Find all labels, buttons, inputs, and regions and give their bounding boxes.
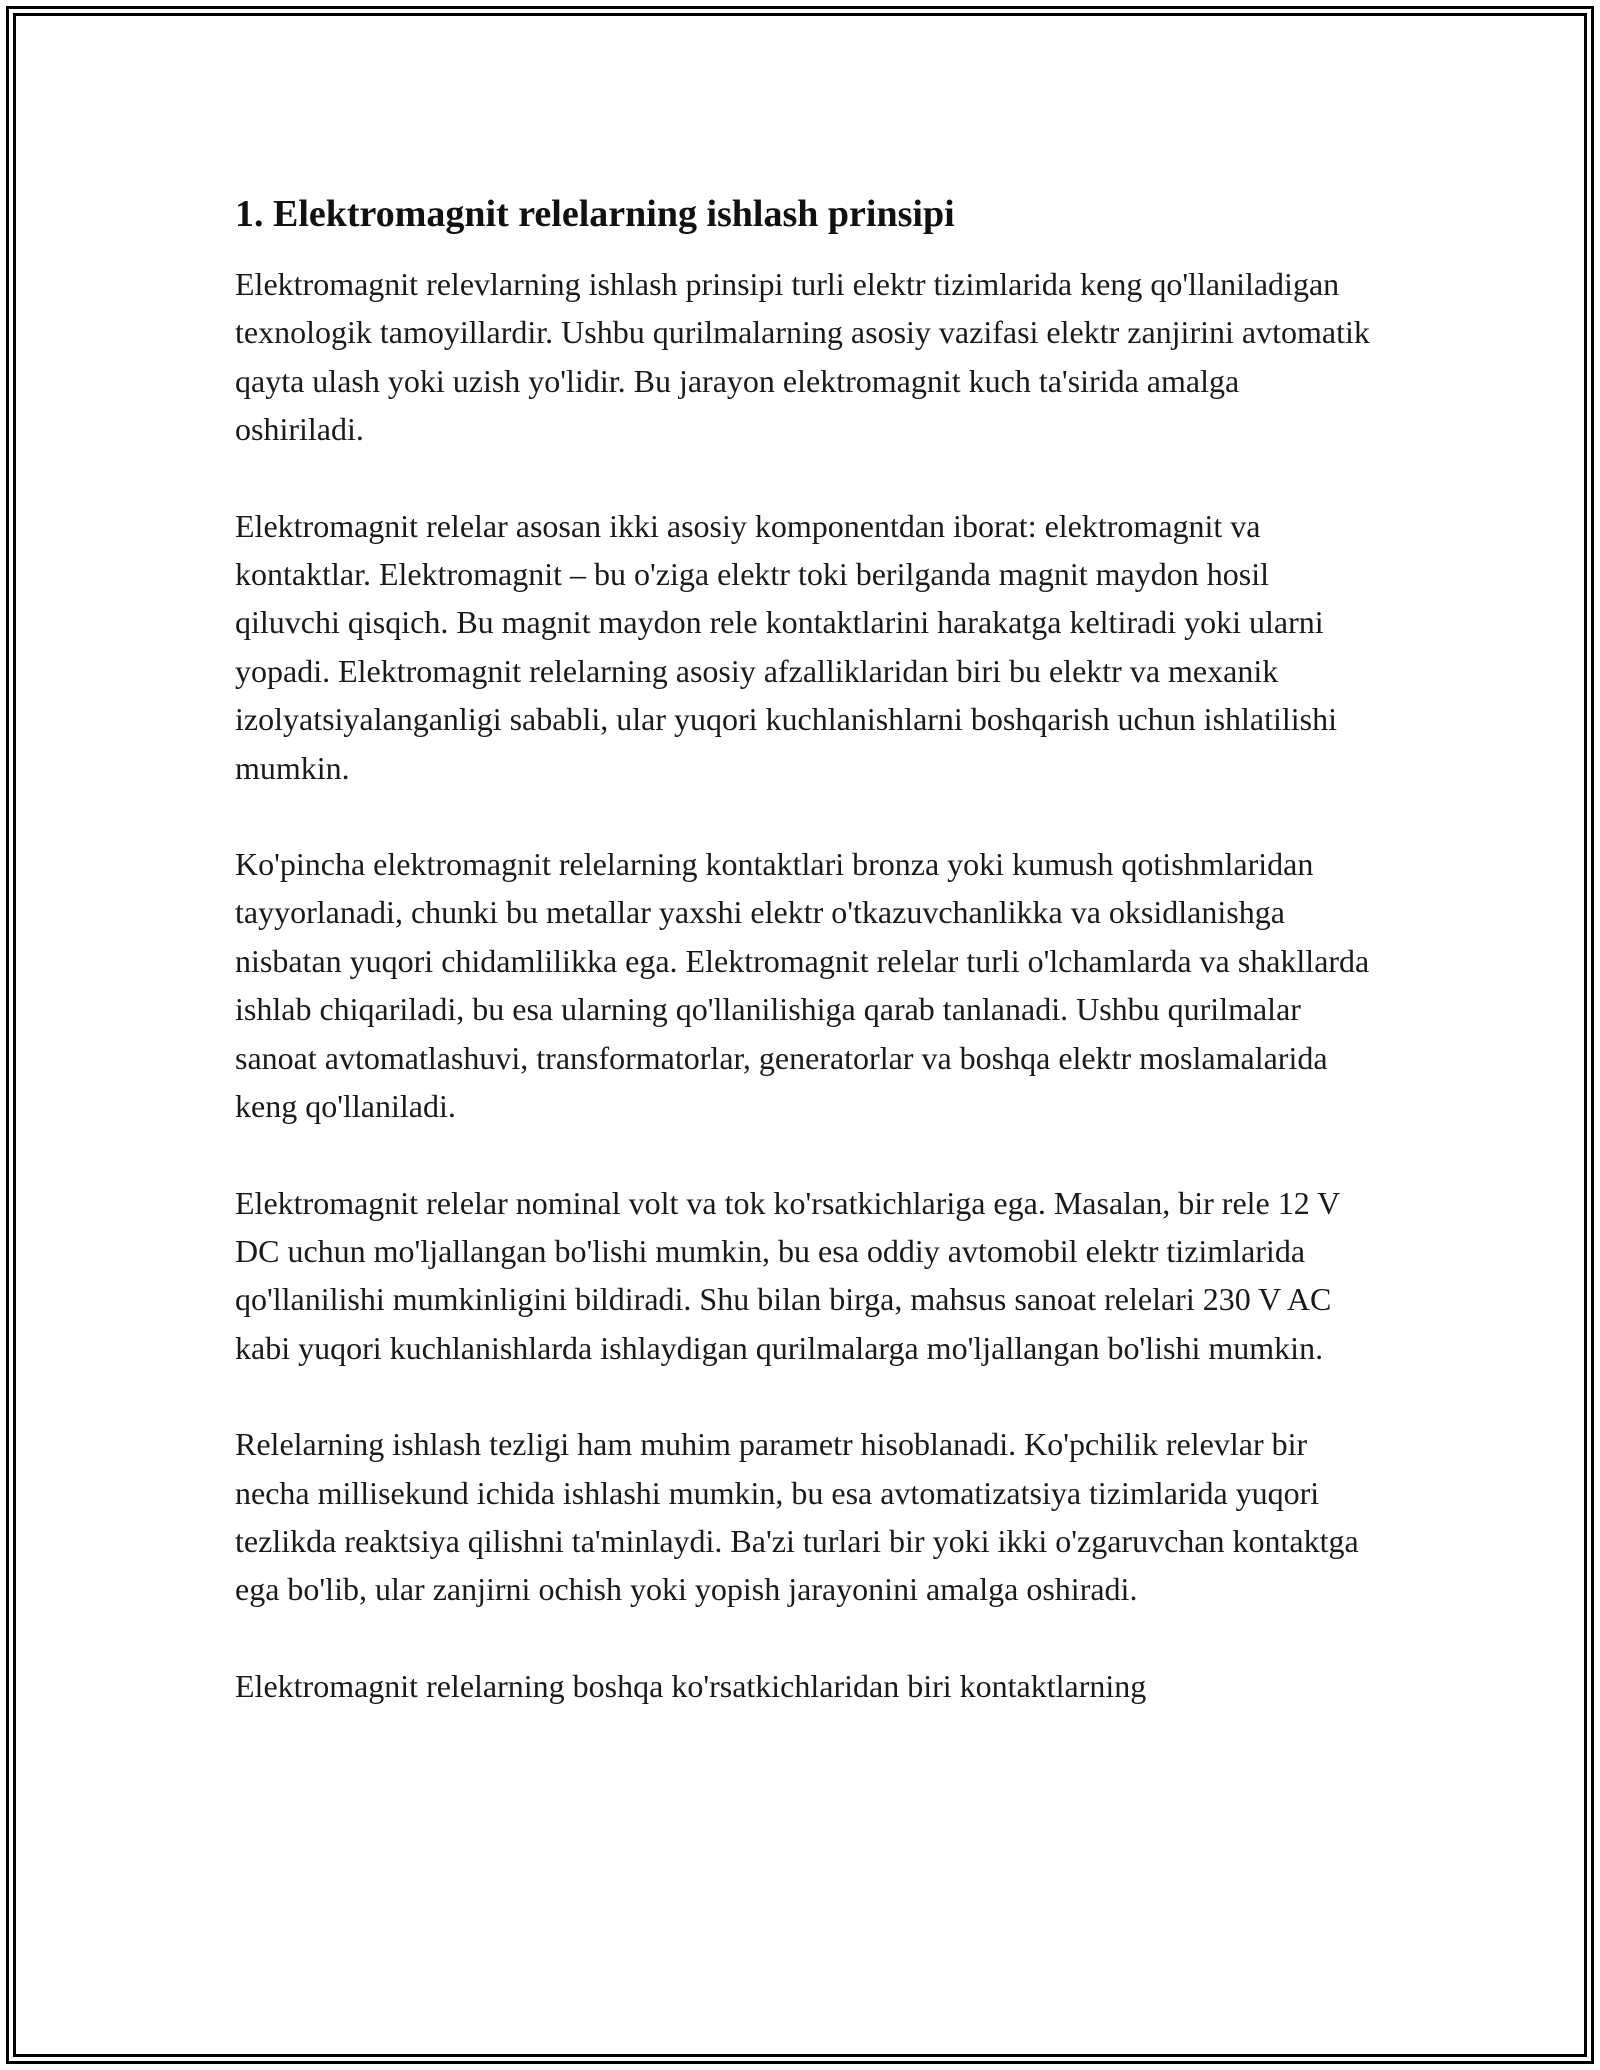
paragraph-4: Elektromagnit relelar nominal volt va tok ko'rsatkichlariga ega. Masalan, bir rele 12 V DC uchun mo'ljallangan bo'lishi mumkin, bu esa oddiy avtomobil elektr tizimlarida qo'llanilishi mumkinligini bildiradi. Shu bilan birga, mahsus sanoat relelari 230 V AC kabi yuqori kuchlanishlarda ishlaydigan qurilmalarga mo'ljallangan bo'lishi mumkin. bbox=[235, 1184, 1340, 1366]
paragraph-5: Relelarning ishlash tezligi ham muhim parametr hisoblanadi. Ko'pchilik relevlar bir necha millisekund ichida ishlashi mumkin, bu esa avtomatizatsiya tizimlarida yuqori tezlikda reaktsiya qilishni ta'minlaydi. Ba'zi turlari bir yoki ikki o'zgaruvchan kontaktga ega bo'lib, ular zanjirni ochish yoki yopish jarayonini amalga oshiradi. bbox=[235, 1426, 1359, 1608]
paragraph-6: Elektromagnit relelarning boshqa ko'rsatkichlaridan biri kontaktlarning bbox=[235, 1667, 1147, 1704]
section-heading: 1. Elektromagnit relelarning ishlash prinsipi bbox=[235, 193, 955, 235]
document-body bbox=[235, 188, 1375, 1758]
paragraph-1: Elektromagnit relevlarning ishlash prinsipi turli elektr tizimlarida keng qo'llaniladigan texnologik tamoyillardir. Ushbu qurilmalarning asosiy vazifasi elektr zanjirini avtomatik qayta ulash yoki uzish yo'lidir. Bu jarayon elektromagnit kuch ta'sirida amalga oshiriladi. bbox=[235, 266, 1370, 448]
paragraph-3: Ko'pincha elektromagnit relelarning kontaktlari bronza yoki kumush qotishmlaridan tayyorlanadi, chunki bu metallar yaxshi elektr o'tkazuvchanlikka va oksidlanishga nisbatan yuqori chidamlilikka ega. Elektromagnit relelar turli o'lchamlarda va shakllarda ishlab chiqariladi, bu esa ularning qo'llanilishiga qarab tanlanadi. Ushbu qurilmalar sanoat avtomatlashuvi, transformatorlar, generatorlar va boshqa elektr moslamalarida keng qo'llaniladi. bbox=[235, 846, 1370, 1125]
paragraph-2: Elektromagnit relelar asosan ikki asosiy komponentdan iborat: elektromagnit va kontaktlar. Elektromagnit – bu o'ziga elektr toki berilganda magnit maydon hosil qiluvchi qisqich. Bu magnit maydon rele kontaktlarini harakatga keltiradi yoki ularni yopadi. Elektromagnit relelarning asosiy afzalliklaridan biri bu elektr va mexanik izolyatsiyalanganligi sababli, ular yuqori kuchlanishlarni boshqarish uchun ishlatilishi mumkin. bbox=[235, 507, 1338, 786]
